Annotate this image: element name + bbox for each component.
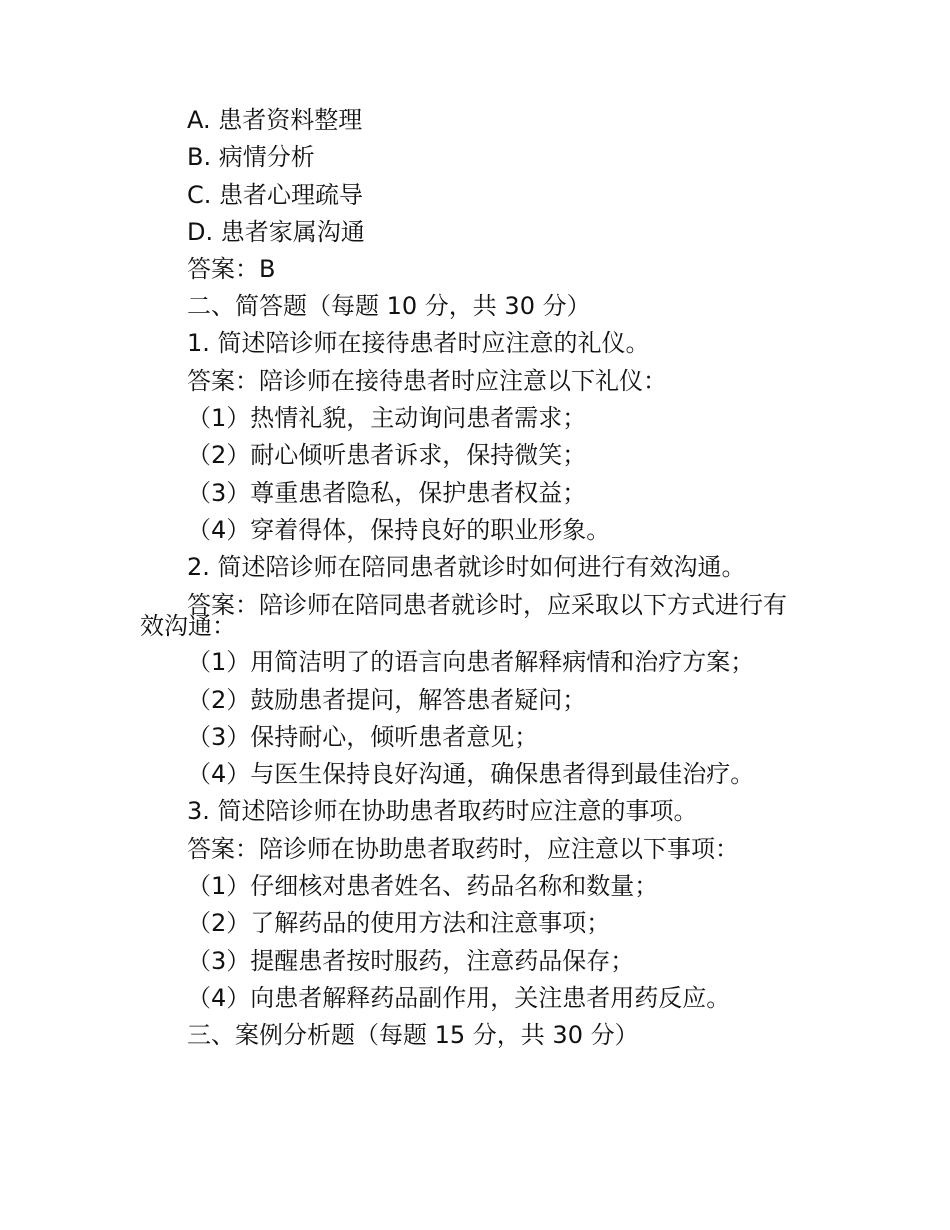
- question-3-point: （4）向患者解释药品副作用，关注患者用药反应。: [187, 984, 731, 1012]
- question-2-answer-intro-continued: 效沟通：: [140, 612, 236, 640]
- question-1: 1. 简述陪诊师在接待患者时应注意的礼仪。: [187, 329, 650, 357]
- question-2: 2. 简述陪诊师在陪同患者就诊时如何进行有效沟通。: [187, 553, 746, 581]
- option-d: D. 患者家属沟通: [187, 218, 365, 246]
- option-b: B. 病情分析: [187, 143, 315, 171]
- section-2-title: 二、简答题（每题 10 分，共 30 分）: [187, 292, 591, 320]
- option-a: A. 患者资料整理: [187, 106, 363, 134]
- option-c: C. 患者心理疏导: [187, 181, 364, 209]
- mc-answer: 答案：B: [187, 255, 276, 283]
- question-1-point: （3）尊重患者隐私，保护患者权益；: [187, 479, 587, 507]
- question-1-point: （2）耐心倾听患者诉求，保持微笑；: [187, 441, 587, 469]
- question-2-answer-intro: 答案：陪诊师在陪同患者就诊时，应采取以下方式进行有: [187, 591, 787, 619]
- question-3-point: （1）仔细核对患者姓名、药品名称和数量；: [187, 872, 659, 900]
- question-1-point: （4）穿着得体，保持良好的职业形象。: [187, 516, 611, 544]
- question-2-point: （4）与医生保持良好沟通，确保患者得到最佳治疗。: [187, 760, 755, 788]
- question-2-point: （1）用简洁明了的语言向患者解释病情和治疗方案；: [187, 648, 755, 676]
- question-1-answer-intro: 答案：陪诊师在接待患者时应注意以下礼仪：: [187, 367, 667, 395]
- question-2-point: （2）鼓励患者提问，解答患者疑问；: [187, 686, 587, 714]
- question-3-point: （3）提醒患者按时服药，注意药品保存；: [187, 947, 635, 975]
- question-1-point: （1）热情礼貌，主动询问患者需求；: [187, 404, 587, 432]
- section-3-title: 三、案例分析题（每题 15 分，共 30 分）: [187, 1021, 639, 1049]
- question-3: 3. 简述陪诊师在协助患者取药时应注意的事项。: [187, 797, 698, 825]
- question-2-point: （3）保持耐心，倾听患者意见；: [187, 723, 539, 751]
- question-3-answer-intro: 答案：陪诊师在协助患者取药时，应注意以下事项：: [187, 835, 739, 863]
- question-3-point: （2）了解药品的使用方法和注意事项；: [187, 909, 611, 937]
